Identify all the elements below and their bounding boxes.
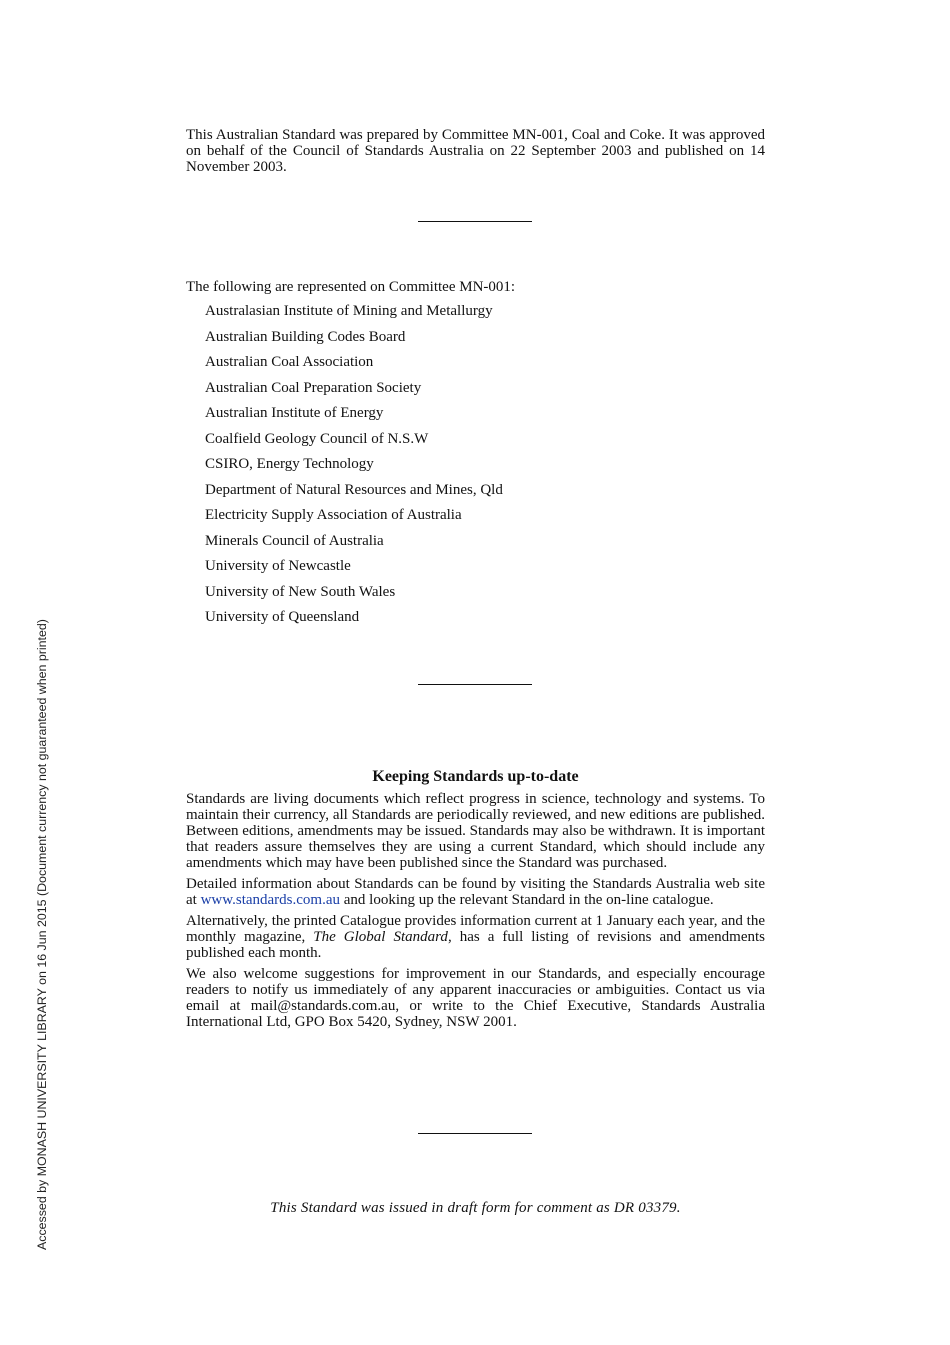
standards-website-link[interactable]: www.standards.com.au (200, 892, 340, 908)
committee-member: Electricity Supply Association of Australia (205, 507, 462, 523)
keeping-para-contact: We also welcome suggestions for improvement in our Standards, and especially encourage readers to notify us immediately of any apparent inaccuracies or ambiguities. Contact us via email at mail@standards.com.au, or write to the Chief Executive, Standards Australia International Ltd, GPO Box 5420, Sydney, NSW 2001. (186, 966, 765, 1030)
committee-member: Minerals Council of Australia (205, 532, 384, 549)
keeping-para-living-documents: Standards are living documents which reflect progress in science, technology and systems. To maintain their currency, all Standards are periodically reviewed, and new editions are published. Between editions, amendments may be issued. Standards may also be withdrawn. It is important that readers assure themselves they are using a current Standard, which should include any amendments which may have been published since the Standard was purchased. (186, 791, 765, 871)
committee-intro: The following are represented on Committee MN-001: (186, 279, 516, 295)
keeping-standards-body (186, 791, 765, 1035)
committee-member: University of Newcastle (205, 558, 351, 574)
committee-member: Australian Coal Association (205, 354, 374, 370)
draft-note: This Standard was issued in draft form for comment as DR 03379. (270, 1200, 681, 1216)
keeping-standards-heading: Keeping Standards up-to-date (372, 768, 579, 785)
magazine-title: The Global Standard (313, 929, 448, 945)
section-divider (418, 684, 532, 685)
section-divider (418, 221, 532, 222)
committee-member: Australian Coal Preparation Society (205, 379, 422, 396)
committee-member: Australasian Institute of Mining and Metallurgy (205, 303, 493, 319)
committee-member: Australian Building Codes Board (205, 328, 406, 345)
access-note-vertical: Accessed by MONASH UNIVERSITY LIBRARY on 16 Jun 2015 (Document currency not guaranteed when printed) (35, 619, 49, 1250)
section-divider (418, 1133, 532, 1134)
para-text: Detailed information about Standards can be found by visiting the Standards Australia web site at (186, 876, 765, 908)
keeping-para-catalogue (186, 913, 765, 961)
para-text: and looking up the relevant Standard in the on-line catalogue. (340, 892, 714, 908)
committee-member: Australian Institute of Energy (205, 405, 384, 421)
para-text: Alternatively, the printed Catalogue provides information current at 1 January each year, and the monthly magazine, (186, 913, 765, 945)
committee-member: Coalfield Geology Council of N.S.W (205, 430, 429, 447)
preparation-statement: This Australian Standard was prepared by Committee MN-001, Coal and Coke. It was approved on behalf of the Council of Standards Australia on 22 September 2003 and published on 14 November 2003. (186, 127, 765, 175)
committee-member: University of New South Wales (205, 583, 396, 600)
para-text: , has a full listing of revisions and amendments published each month. (186, 929, 765, 961)
committee-member: CSIRO, Energy Technology (205, 456, 374, 472)
keeping-para-website (186, 876, 765, 908)
committee-member: University of Queensland (205, 609, 360, 625)
committee-member: Department of Natural Resources and Mines, Qld (205, 481, 503, 498)
committee-members-list (205, 302, 503, 634)
